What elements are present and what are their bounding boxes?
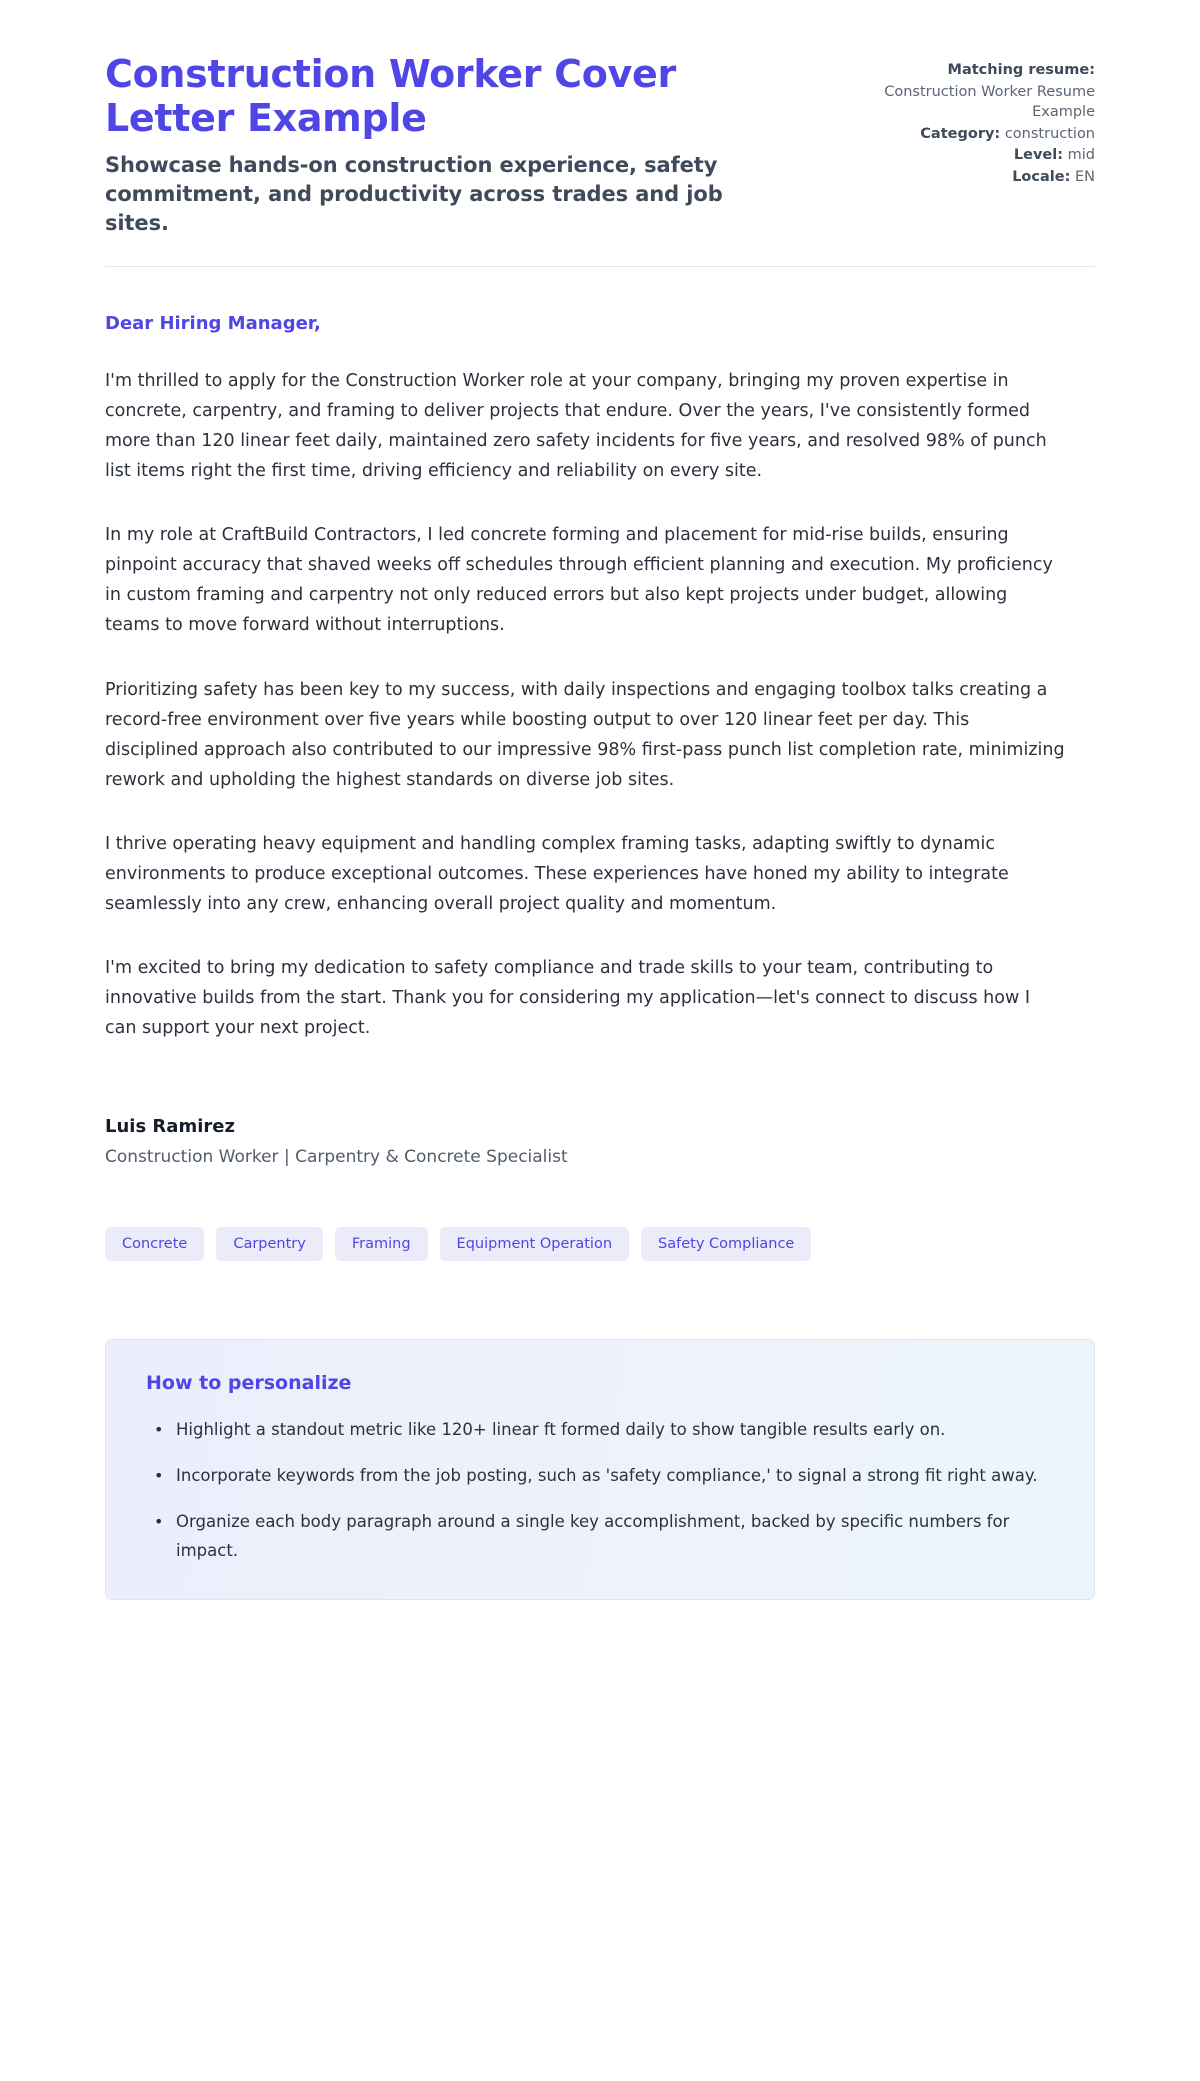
meta-row-level [860, 145, 1095, 166]
header-divider [105, 266, 1095, 267]
category-value: construction [1004, 125, 1095, 142]
level-label: Level: [1013, 147, 1064, 164]
letter-paragraph: I'm thrilled to apply for the Construction Worker role at your company, bringing my proven expertise in concrete, carpentry, and framing to deliver projects that endure. Over the years, I've consistently formed more than 120 linear feet daily, maintained zero safety incidents for five years, and resolved 98% of punch list items right the first time, driving efficiency and reliability on every site. [105, 370, 1047, 482]
callout-tip-item: • Incorporate keywords from the job posting, such as 'safety compliance,' to signal a strong fit right away. [172, 1462, 1054, 1490]
meta-row-matching-resume [860, 60, 1095, 81]
matching-resume-label: Matching resume: [947, 62, 1095, 78]
meta-row-category [860, 124, 1095, 145]
letter-paragraph: Prioritizing safety has been key to my success, with daily inspections and engaging toolbox talks creating a record-free environment over five years while boosting output to over 120 linear feet per day. This disciplined approach also contributed to our impressive 98% first-pass punch list completion rate, minimizing rework and upholding the highest standards on diverse job sites. [105, 679, 1065, 790]
locale-value: EN [1074, 168, 1095, 185]
cover-letter-body [105, 313, 1095, 1044]
skill-tag[interactable]: Carpentry [216, 1227, 323, 1261]
page-subtitle: Showcase hands-on construction experience, safety commitment, and productivity across trades and job sites. [105, 152, 723, 235]
skill-tag[interactable]: Concrete [105, 1227, 204, 1261]
level-value: mid [1067, 147, 1095, 164]
document-metadata [860, 52, 1095, 188]
callout-tip-item: • Highlight a standout metric like 120+ linear ft formed daily to show tangible results early on. [172, 1416, 1054, 1444]
letter-paragraph: I'm excited to bring my dedication to safety compliance and trade skills to your team, contributing to innovative builds from the start. Thank you for considering my application—let's connect to discuss how I can support your next project. [105, 958, 1031, 1039]
salutation: Dear Hiring Manager, [105, 312, 321, 334]
header-text-block [105, 52, 745, 238]
callout-title: How to personalize [146, 1371, 352, 1394]
skill-tag[interactable]: Safety Compliance [641, 1227, 811, 1261]
page-header [105, 52, 1095, 266]
signature-block [105, 1116, 1095, 1167]
letter-paragraph: In my role at CraftBuild Contractors, I led concrete forming and placement for mid-rise builds, ensuring pinpoint accuracy that shaved weeks off schedules through efficient planning and execution. My proficiency in custom framing and carpentry not only reduced errors but also kept projects under budget, allowing teams to move forward without interruptions. [105, 525, 1053, 636]
signature-name: Luis Ramirez [105, 1115, 235, 1137]
skill-tag[interactable]: Framing [335, 1227, 428, 1261]
callout-tip-item: • Organize each body paragraph around a single key accomplishment, backed by specific numbers for impact. [172, 1508, 1054, 1565]
letter-paragraph: I thrive operating heavy equipment and handling complex framing tasks, adapting swiftly to dynamic environments to produce exceptional outcomes. These experiences have honed my ability to integrate seamlessly into any crew, enhancing overall project quality and momentum. [105, 833, 1009, 915]
meta-row-locale [860, 167, 1095, 188]
callout-tip-list [146, 1416, 1054, 1566]
meta-row-matching-resume-value [860, 82, 1095, 123]
page-title: Construction Worker Cover Letter Example [105, 52, 676, 141]
category-label: Category: [920, 125, 1001, 142]
skill-tag-list [105, 1227, 1095, 1261]
matching-resume-value[interactable]: Construction Worker Resume Example [884, 83, 1095, 121]
how-to-personalize-callout [105, 1339, 1095, 1601]
signature-role: Construction Worker | Carpentry & Concrete Specialist [105, 1146, 568, 1167]
skill-tag[interactable]: Equipment Operation [440, 1227, 629, 1261]
locale-label: Locale: [1012, 168, 1071, 185]
